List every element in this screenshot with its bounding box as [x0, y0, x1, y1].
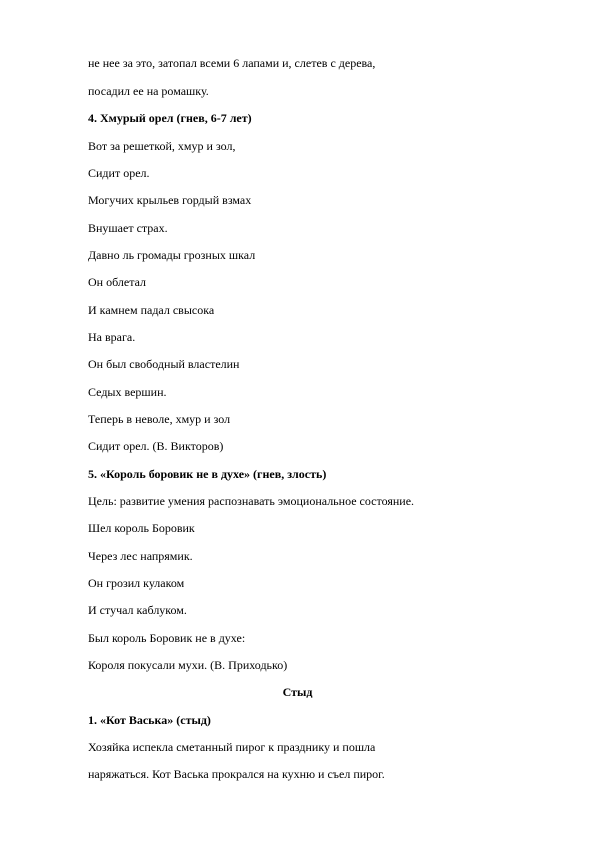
chapter-title-shame: Стыд: [282, 685, 313, 699]
poem-line: Он грозил кулаком: [88, 576, 185, 590]
poem-line: Сидит орел. (В. Викторов): [88, 439, 224, 453]
paragraph-line: Хозяйка испекла сметанный пирог к празднику и пошла: [88, 740, 376, 754]
paragraph-line: наряжаться. Кот Васька прокрался на кухню и съел пирог.: [88, 767, 385, 781]
poem-line: На врага.: [88, 330, 136, 344]
poem-line: Вот за решеткой, хмур и зол,: [88, 139, 236, 153]
poem-line: Был король Боровик не в духе:: [88, 631, 246, 645]
poem-line: Седых вершин.: [88, 385, 167, 399]
poem-line: Давно ль громады грозных шкал: [88, 248, 256, 262]
poem-line: И камнем падал свысока: [88, 303, 215, 317]
paragraph-line: посадил ее на ромашку.: [88, 84, 209, 98]
section-heading-angry-eagle: 4. Хмурый орел (гнев, 6-7 лет): [88, 111, 252, 125]
poem-line: Теперь в неволе, хмур и зол: [88, 412, 231, 426]
poem-line: Сидит орел.: [88, 166, 150, 180]
poem-line: Могучих крыльев гордый взмах: [88, 193, 252, 207]
goal-line: Цель: развитие умения распознавать эмоциональное состояние.: [88, 494, 415, 508]
poem-line: И стучал каблуком.: [88, 603, 187, 617]
poem-line: Он был свободный властелин: [88, 357, 240, 371]
paragraph-line: не нее за это, затопал всеми 6 лапами и, слетев с дерева,: [88, 56, 376, 70]
section-heading-cat-vaska: 1. «Кот Васька» (стыд): [88, 713, 211, 727]
poem-line: Короля покусали мухи. (В. Приходько): [88, 658, 288, 672]
section-heading-king-boletus: 5. «Король боровик не в духе» (гнев, злость): [88, 467, 327, 481]
poem-line: Шел король Боровик: [88, 521, 195, 535]
poem-line: Через лес напрямик.: [88, 549, 193, 563]
poem-line: Внушает страх.: [88, 221, 168, 235]
poem-line: Он облетал: [88, 275, 147, 289]
